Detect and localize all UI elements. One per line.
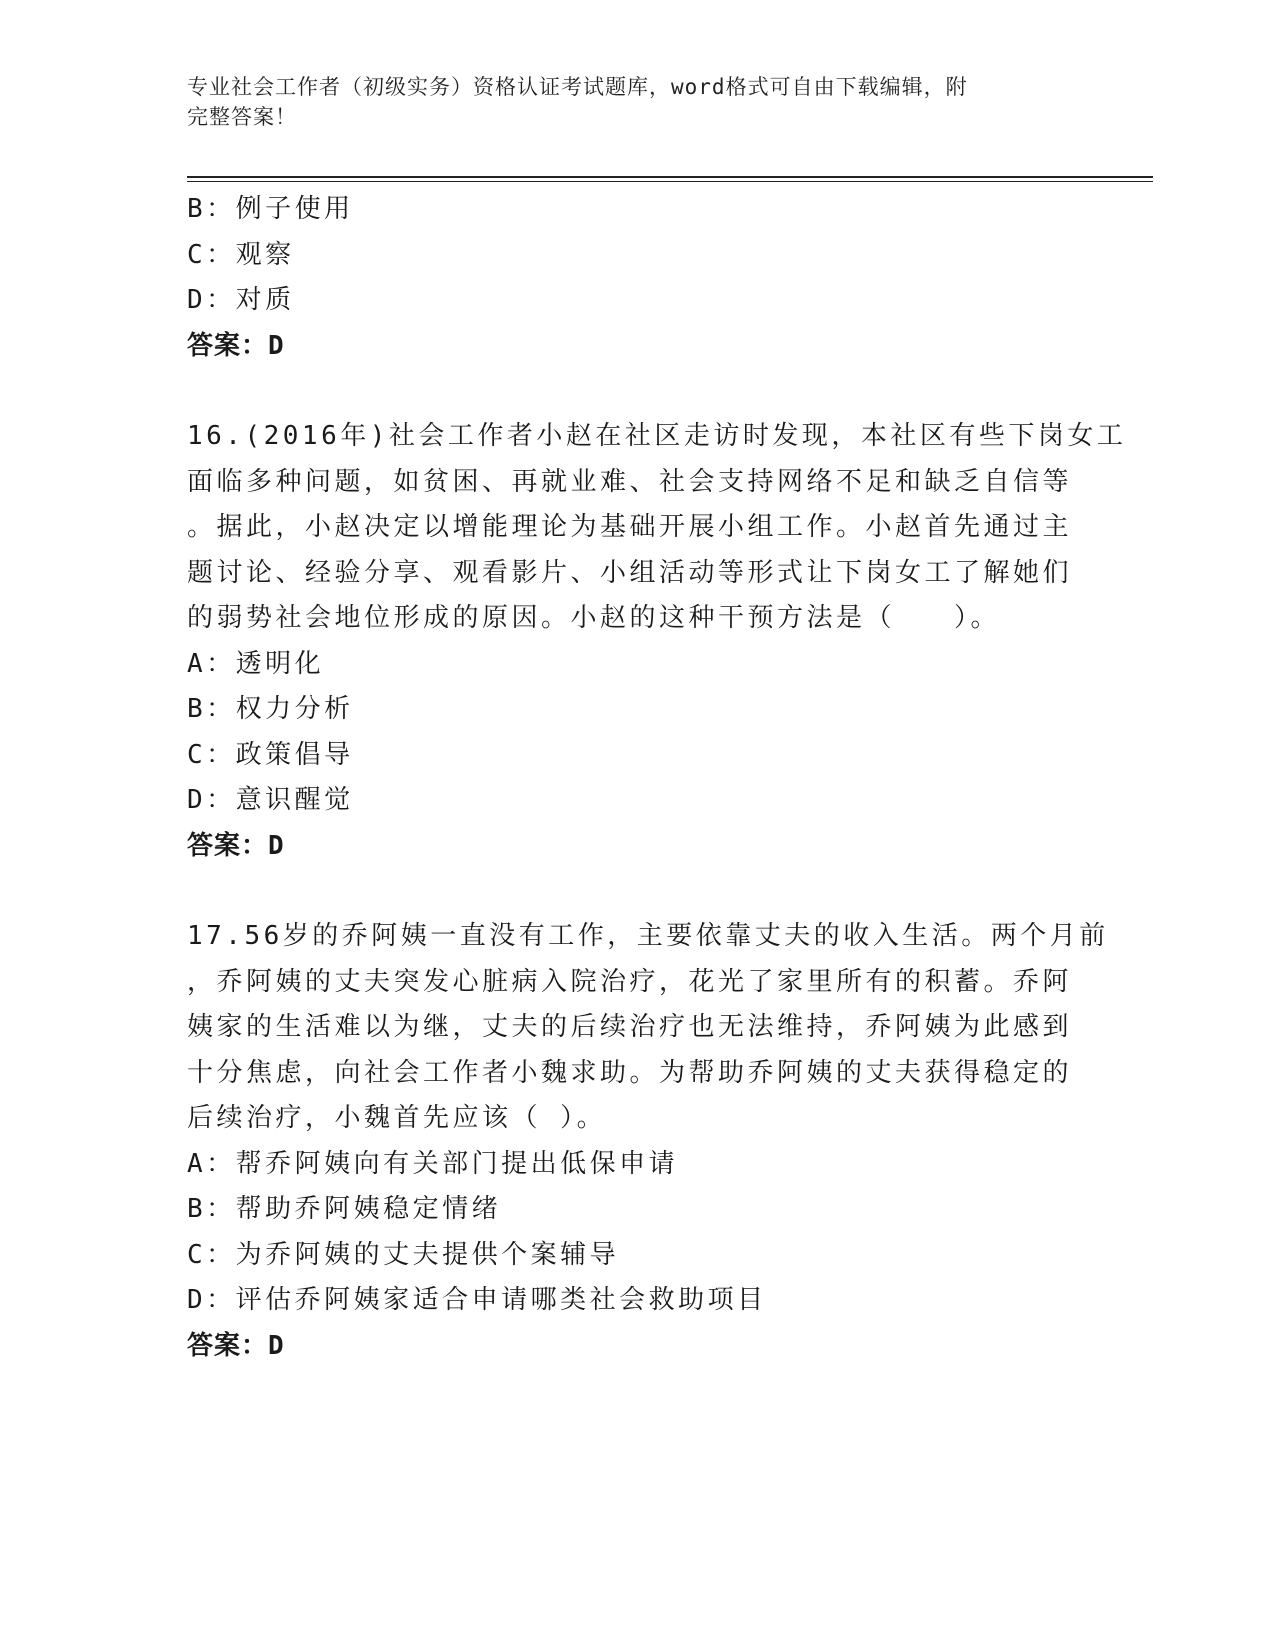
option-b: B：帮助乔阿姨稳定情绪 bbox=[187, 1194, 502, 1224]
question-15 bbox=[187, 187, 1087, 369]
question-content bbox=[187, 187, 1127, 1369]
option-c: C：为乔阿姨的丈夫提供个案辅导 bbox=[187, 1239, 620, 1270]
option-a: A：透明化 bbox=[187, 648, 325, 679]
question-stem-line: ，乔阿姨的丈夫突发心脏病入院治疗，花光了家里所有的积蓄。乔阿 bbox=[187, 966, 1073, 997]
option-d: D：意识醒觉 bbox=[187, 785, 354, 815]
option-b: B：例子使用 bbox=[187, 194, 354, 224]
answer-text: 答案：D bbox=[187, 830, 285, 861]
question-stem-line: 题讨论、经验分享、观看影片、小组活动等形式让下岗女工了解她们 bbox=[187, 557, 1073, 588]
answer-text: 答案：D bbox=[187, 330, 285, 361]
question-stem-line: 后续治疗，小魏首先应该（ ）。 bbox=[187, 1103, 607, 1133]
question-stem-line: 面临多种问题，如贫困、再就业难、社会支持网络不足和缺乏自信等 bbox=[187, 466, 1073, 497]
option-c: C：观察 bbox=[187, 239, 295, 270]
question-stem-line: 十分焦虑，向社会工作者小魏求助。为帮助乔阿姨的丈夫获得稳定的 bbox=[187, 1057, 1073, 1088]
header-line-1: 专业社会工作者（初级实务）资格认证考试题库，word格式可自由下载编辑，附 bbox=[187, 75, 968, 99]
page-header bbox=[187, 72, 1067, 132]
question-stem-line: 。据此，小赵决定以增能理论为基础开展小组工作。小赵首先通过主 bbox=[187, 512, 1073, 542]
question-16 bbox=[187, 414, 1127, 869]
option-b: B：权力分析 bbox=[187, 694, 354, 724]
question-stem-line: 姨家的生活难以为继，丈夫的后续治疗也无法维持，乔阿姨为此感到 bbox=[187, 1012, 1073, 1042]
question-17 bbox=[187, 914, 1109, 1369]
option-d: D：对质 bbox=[187, 285, 295, 315]
option-d: D：评估乔阿姨家适合申请哪类社会救助项目 bbox=[187, 1285, 767, 1315]
header-rule-thin bbox=[187, 181, 1153, 182]
question-stem-line: 16.(2016年)社会工作者小赵在社区走访时发现，本社区有些下岗女工 bbox=[187, 421, 1127, 451]
option-c: C：政策倡导 bbox=[187, 739, 354, 770]
header-line-2: 完整答案！ bbox=[187, 105, 297, 129]
question-stem-line: 的弱势社会地位形成的原因。小赵的这种干预方法是（ ）。 bbox=[187, 603, 1001, 633]
question-stem-line: 17.56岁的乔阿姨一直没有工作，主要依靠丈夫的收入生活。两个月前 bbox=[187, 921, 1109, 951]
spacer bbox=[187, 869, 1087, 914]
option-a: A：帮乔阿姨向有关部门提出低保申请 bbox=[187, 1148, 679, 1179]
answer-text: 答案：D bbox=[187, 1330, 285, 1361]
header-rule-thick bbox=[187, 176, 1153, 178]
spacer bbox=[187, 369, 1087, 414]
